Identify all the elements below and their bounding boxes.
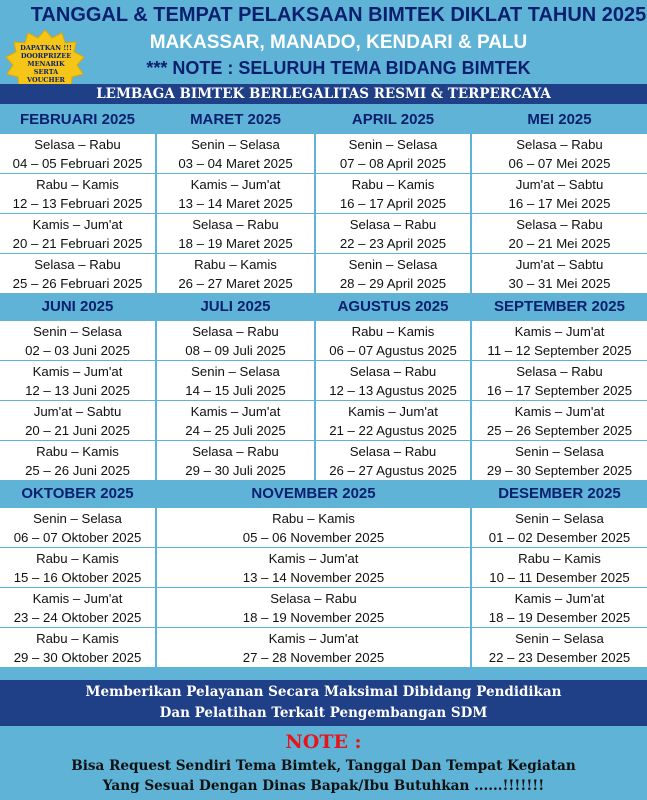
cell-days: Senin – Selasa xyxy=(191,137,280,152)
cell-dates: 24 – 25 Juli 2025 xyxy=(185,423,286,438)
column-divider xyxy=(470,174,472,213)
poster-cities: MAKASSAR, MANADO, KENDARI & PALU xyxy=(149,32,528,53)
schedule-row xyxy=(0,173,647,213)
cell-dates: 20 – 21 Juni 2025 xyxy=(25,423,130,438)
cell-days: Kamis – Jum'at xyxy=(190,177,281,192)
column-divider xyxy=(155,508,157,547)
column-divider xyxy=(470,214,472,253)
cell-dates: 12 – 13 Februari 2025 xyxy=(12,196,143,211)
cell-days: Rabu – Kamis xyxy=(194,257,277,272)
cell-days: Rabu – Kamis xyxy=(36,444,119,459)
column-divider xyxy=(155,361,157,400)
schedule-cell xyxy=(316,321,470,361)
cell-dates: 06 – 07 Oktober 2025 xyxy=(13,530,142,545)
schedule-cell xyxy=(472,588,647,628)
badge-line: DAPATKAN !!! xyxy=(20,44,72,52)
schedule-cell xyxy=(472,254,647,294)
cell-days: Jum'at – Sabtu xyxy=(515,257,604,272)
cell-days: Kamis – Jum'at xyxy=(32,591,123,606)
cell-dates: 16 – 17 September 2025 xyxy=(486,383,633,398)
column-divider xyxy=(470,588,472,627)
month-header: SEPTEMBER 2025 xyxy=(494,298,625,315)
month-header-row xyxy=(0,480,647,507)
schedule-row xyxy=(0,320,647,360)
schedule-grid xyxy=(0,106,647,667)
column-divider xyxy=(470,361,472,400)
cell-days: Senin – Selasa xyxy=(33,511,122,526)
schedule-cell xyxy=(316,361,470,401)
service-banner xyxy=(0,680,647,726)
cell-dates: 11 – 12 September 2025 xyxy=(487,343,632,358)
cell-dates: 06 – 07 Mei 2025 xyxy=(508,156,611,171)
month-header: JULI 2025 xyxy=(200,298,271,315)
month-header-row xyxy=(0,293,647,320)
schedule-cell xyxy=(0,214,155,254)
cell-days: Rabu – Kamis xyxy=(36,631,119,646)
cell-dates: 20 – 21 Mei 2025 xyxy=(508,236,611,251)
cell-dates: 01 – 02 Desember 2025 xyxy=(488,530,631,545)
column-divider xyxy=(314,321,316,360)
column-divider xyxy=(155,628,157,667)
schedule-row xyxy=(0,400,647,440)
column-divider xyxy=(314,441,316,480)
badge-line: MENARIK xyxy=(27,60,65,68)
schedule-cell xyxy=(316,214,470,254)
column-divider xyxy=(155,134,157,173)
schedule-cell xyxy=(472,174,647,214)
poster-note: *** NOTE : SELURUH TEMA BIDANG BIMTEK xyxy=(146,58,531,78)
schedule-row xyxy=(0,507,647,547)
schedule-cell xyxy=(157,508,470,548)
column-divider xyxy=(155,401,157,440)
cell-days: Kamis – Jum'at xyxy=(514,324,605,339)
month-header: AGUSTUS 2025 xyxy=(337,298,449,315)
cell-days: Selasa – Rabu xyxy=(349,444,437,459)
column-divider xyxy=(470,628,472,667)
cell-days: Kamis – Jum'at xyxy=(514,591,605,606)
service-banner-line: Dan Pelatihan Terkait Pengembangan SDM xyxy=(159,705,488,721)
schedule-cell xyxy=(157,134,314,174)
cell-days: Selasa – Rabu xyxy=(516,137,603,152)
cell-dates: 29 – 30 Juli 2025 xyxy=(185,463,286,478)
cell-dates: 14 – 15 Juli 2025 xyxy=(185,383,286,398)
schedule-cell xyxy=(316,254,470,294)
month-header: MARET 2025 xyxy=(190,111,281,128)
schedule-cell xyxy=(472,441,647,481)
column-divider xyxy=(314,254,316,293)
service-banner-line: Memberikan Pelayanan Secara Maksimal Dibidang Pendidikan xyxy=(85,684,562,700)
schedule-cell xyxy=(472,134,647,174)
cell-days: Rabu – Kamis xyxy=(272,511,355,526)
schedule-cell xyxy=(472,401,647,441)
cell-dates: 25 – 26 September 2025 xyxy=(486,423,633,438)
column-divider xyxy=(314,401,316,440)
month-header: FEBRUARI 2025 xyxy=(19,111,136,128)
badge-line: SERTA VOUCHER xyxy=(27,68,65,84)
schedule-cell xyxy=(316,401,470,441)
cell-dates: 22 – 23 Desember 2025 xyxy=(488,650,631,665)
column-divider xyxy=(314,214,316,253)
cell-days: Jum'at – Sabtu xyxy=(515,177,604,192)
cell-dates: 25 – 26 Februari 2025 xyxy=(12,276,143,291)
cell-dates: 16 – 17 April 2025 xyxy=(339,196,447,211)
schedule-cell xyxy=(0,628,155,668)
schedule-row xyxy=(0,360,647,400)
cell-days: Rabu – Kamis xyxy=(518,551,601,566)
cell-days: Senin – Selasa xyxy=(515,631,604,646)
cell-dates: 26 – 27 Maret 2025 xyxy=(178,276,293,291)
note-title: NOTE : xyxy=(285,731,362,753)
cell-dates: 28 – 29 April 2025 xyxy=(339,276,447,291)
cell-dates: 03 – 04 Maret 2025 xyxy=(178,156,293,171)
cell-days: Selasa – Rabu xyxy=(192,444,279,459)
cell-days: Senin – Selasa xyxy=(515,444,604,459)
schedule-cell xyxy=(316,174,470,214)
cell-dates: 12 – 13 Agustus 2025 xyxy=(329,383,457,398)
cell-dates: 12 – 13 Juni 2025 xyxy=(25,383,130,398)
schedule-row xyxy=(0,133,647,173)
schedule-cell xyxy=(0,321,155,361)
month-header: APRIL 2025 xyxy=(351,111,435,128)
cell-dates: 23 – 24 Oktober 2025 xyxy=(13,610,142,625)
cell-days: Kamis – Jum'at xyxy=(268,631,359,646)
cell-days: Kamis – Jum'at xyxy=(514,404,605,419)
cell-dates: 22 – 23 April 2025 xyxy=(339,236,447,251)
cell-dates: 26 – 27 Agustus 2025 xyxy=(329,463,457,478)
column-divider xyxy=(470,321,472,360)
column-divider xyxy=(314,361,316,400)
cell-days: Selasa – Rabu xyxy=(34,137,121,152)
cell-days: Rabu – Kamis xyxy=(36,177,119,192)
month-header: NOVEMBER 2025 xyxy=(251,485,376,502)
cell-dates: 18 – 19 Maret 2025 xyxy=(178,236,293,251)
schedule-cell xyxy=(0,361,155,401)
legality-banner: LEMBAGA BIMTEK BERLEGALITAS RESMI & TERPERCAYA xyxy=(0,84,647,104)
cell-dates: 20 – 21 Februari 2025 xyxy=(12,236,143,251)
cell-dates: 30 – 31 Mei 2025 xyxy=(508,276,611,291)
cell-days: Kamis – Jum'at xyxy=(190,404,281,419)
schedule-cell xyxy=(157,401,314,441)
schedule-cell xyxy=(157,174,314,214)
column-divider xyxy=(155,174,157,213)
month-header: DESEMBER 2025 xyxy=(498,485,621,502)
column-divider xyxy=(470,401,472,440)
schedule-cell xyxy=(157,441,314,481)
cell-days: Senin – Selasa xyxy=(348,137,438,152)
schedule-row xyxy=(0,627,647,667)
cell-dates: 18 – 19 Desember 2025 xyxy=(488,610,631,625)
cell-dates: 13 – 14 November 2025 xyxy=(242,570,385,585)
schedule-cell xyxy=(472,628,647,668)
schedule-cell xyxy=(316,441,470,481)
schedule-cell xyxy=(0,401,155,441)
cell-dates: 25 – 26 Juni 2025 xyxy=(25,463,130,478)
cell-dates: 13 – 14 Maret 2025 xyxy=(178,196,293,211)
cell-dates: 08 – 09 Juli 2025 xyxy=(185,343,286,358)
cell-dates: 10 – 11 Desember 2025 xyxy=(489,570,630,585)
cell-days: Selasa – Rabu xyxy=(349,217,437,232)
cell-dates: 21 – 22 Agustus 2025 xyxy=(329,423,457,438)
month-header-row xyxy=(0,106,647,133)
cell-days: Kamis – Jum'at xyxy=(348,404,438,419)
column-divider xyxy=(470,508,472,547)
schedule-cell xyxy=(0,588,155,628)
column-divider xyxy=(470,134,472,173)
cell-dates: 16 – 17 Mei 2025 xyxy=(508,196,611,211)
cell-days: Selasa – Rabu xyxy=(349,364,437,379)
cell-days: Selasa – Rabu xyxy=(192,324,279,339)
cell-days: Selasa – Rabu xyxy=(192,217,279,232)
badge-line: DOORPRIZEE xyxy=(20,52,72,60)
note-line: Bisa Request Sendiri Tema Bimtek, Tanggal Dan Tempat Kegiatan xyxy=(71,758,576,774)
schedule-cell xyxy=(0,254,155,294)
column-divider xyxy=(155,441,157,480)
cell-days: Rabu – Kamis xyxy=(351,324,435,339)
note-line: Yang Sesuai Dengan Dinas Bapak/Ibu Butuhkan ......!!!!!!! xyxy=(102,778,545,794)
schedule-row xyxy=(0,440,647,480)
cell-dates: 02 – 03 Juni 2025 xyxy=(25,343,130,358)
cell-dates: 07 – 08 April 2025 xyxy=(339,156,447,171)
cell-dates: 05 – 06 November 2025 xyxy=(242,530,385,545)
cell-dates: 06 – 07 Agustus 2025 xyxy=(329,343,457,358)
cell-dates: 04 – 05 Februari 2025 xyxy=(12,156,143,171)
cell-days: Rabu – Kamis xyxy=(351,177,435,192)
schedule-cell xyxy=(0,548,155,588)
column-divider xyxy=(155,548,157,587)
schedule-cell xyxy=(0,441,155,481)
cell-days: Jum'at – Sabtu xyxy=(33,404,122,419)
cell-days: Senin – Selasa xyxy=(191,364,280,379)
schedule-row xyxy=(0,547,647,587)
cell-days: Rabu – Kamis xyxy=(36,551,119,566)
cell-days: Selasa – Rabu xyxy=(270,591,357,606)
cell-days: Kamis – Jum'at xyxy=(32,217,123,232)
schedule-cell xyxy=(157,548,470,588)
schedule-cell xyxy=(157,254,314,294)
schedule-cell xyxy=(157,588,470,628)
cell-days: Kamis – Jum'at xyxy=(268,551,359,566)
month-header: JUNI 2025 xyxy=(41,298,114,315)
schedule-cell xyxy=(472,508,647,548)
schedule-row xyxy=(0,587,647,627)
column-divider xyxy=(470,441,472,480)
schedule-cell xyxy=(157,628,470,668)
month-header: OKTOBER 2025 xyxy=(21,485,134,502)
cell-days: Selasa – Rabu xyxy=(34,257,121,272)
column-divider xyxy=(155,214,157,253)
schedule-row xyxy=(0,253,647,293)
month-header: MEI 2025 xyxy=(527,111,592,128)
column-divider xyxy=(155,321,157,360)
schedule-cell xyxy=(0,134,155,174)
cell-dates: 27 – 28 November 2025 xyxy=(242,650,385,665)
schedule-cell xyxy=(472,548,647,588)
cell-days: Selasa – Rabu xyxy=(516,364,603,379)
cell-days: Selasa – Rabu xyxy=(516,217,603,232)
column-divider xyxy=(155,588,157,627)
schedule-cell xyxy=(472,214,647,254)
cell-days: Senin – Selasa xyxy=(348,257,438,272)
column-divider xyxy=(314,174,316,213)
poster-header xyxy=(0,0,647,83)
column-divider xyxy=(314,134,316,173)
schedule-row xyxy=(0,213,647,253)
cell-days: Senin – Selasa xyxy=(515,511,604,526)
schedule-cell xyxy=(157,321,314,361)
schedule-cell xyxy=(316,134,470,174)
cell-dates: 29 – 30 September 2025 xyxy=(486,463,633,478)
schedule-cell xyxy=(472,361,647,401)
schedule-cell xyxy=(472,321,647,361)
cell-dates: 29 – 30 Oktober 2025 xyxy=(13,650,142,665)
schedule-cell xyxy=(157,214,314,254)
cell-dates: 15 – 16 Oktober 2025 xyxy=(13,570,142,585)
column-divider xyxy=(155,254,157,293)
cell-days: Senin – Selasa xyxy=(33,324,122,339)
schedule-cell xyxy=(0,508,155,548)
schedule-cell xyxy=(0,174,155,214)
column-divider xyxy=(470,254,472,293)
cell-days: Kamis – Jum'at xyxy=(32,364,123,379)
schedule-cell xyxy=(157,361,314,401)
poster-title: TANGGAL & TEMPAT PELAKSAAN BIMTEK DIKLAT TAHUN 2025 xyxy=(30,4,647,26)
cell-dates: 18 – 19 November 2025 xyxy=(242,610,385,625)
column-divider xyxy=(470,548,472,587)
